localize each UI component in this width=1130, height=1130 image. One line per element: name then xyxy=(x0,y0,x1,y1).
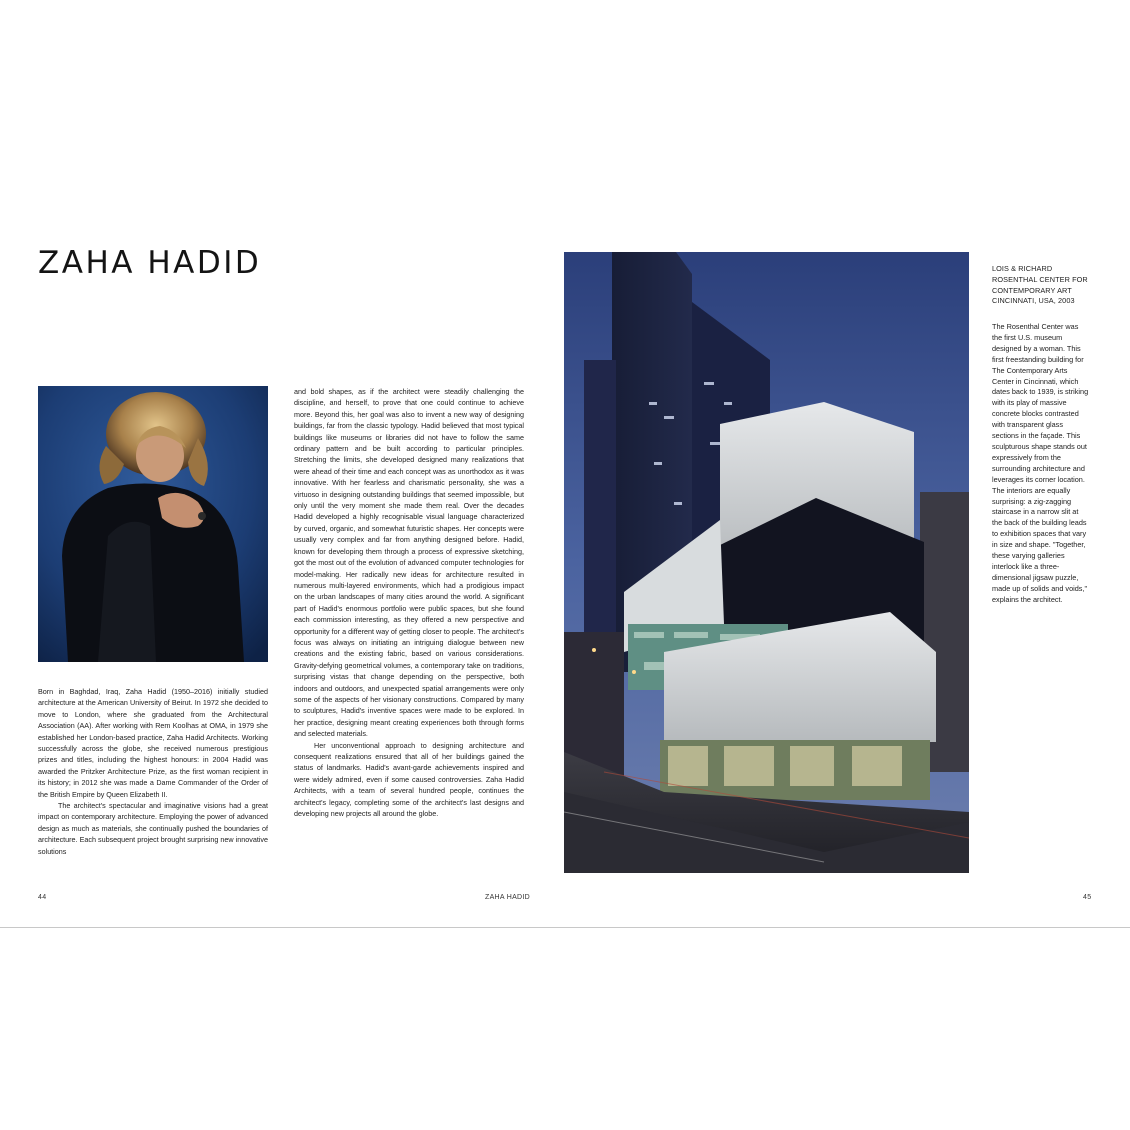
body-paragraph: Born in Baghdad, Iraq, Zaha Hadid (1950–2016) initially studied architecture at the American University of Beirut. In 1972 she decided to move to London, where she graduated from the Architectural Association (AA). After working with Rem Koolhas at OMA, in 1979 she established her London-based practice, Zaha Hadid Architects. Working successfully across the globe, she received numerous prestigious prizes and titles, including the highest honours: in 2004 Hadid was awarded the Pritzker Architecture Prize, as the first woman recipient in its history; in 2012 she was made a Dame Commander of the Order of the British Empire by Queen Elizabeth II. xyxy=(38,687,268,799)
page-number-right: 45 xyxy=(1083,894,1092,901)
caption-heading-line: CINCINNATI, USA, 2003 xyxy=(992,296,1075,306)
portrait-photo xyxy=(38,386,268,662)
body-paragraph: Her unconventional approach to designing architecture and consequent realizations ensured that all of her buildings gained the status of landmarks. Hadid's avant-garde achievements inspired and were widely admired, even if some caused controversies. Zaha Hadid Architects, with a team of several hundred people, continues the architect's legacy, completing some of the architect's last designs and developing new projects all around the globe. xyxy=(294,740,524,819)
page-number-left: 44 xyxy=(38,894,47,901)
caption-heading-line: ROSENTHAL CENTER FOR xyxy=(992,274,1088,284)
body-paragraph: The architect's spectacular and imaginative visions had a great impact on contemporary architecture. Employing the power of advanced design as much as materials, she continually pushed the boundaries of architecture. Each subsequent project brought surprising new innovative solutions xyxy=(38,801,268,856)
caption-body: The Rosenthal Center was the first U.S. museum designed by a woman. This first freestanding building for The Contemporary Arts Center in Cincinnati, which dates back to 1939, is striking with its play of massive concrete blocks contrasted with transparent glass sections in the façade. This sculpturous shape stands out expressively from the surrounding architecture and leverages its corner location. The interiors are equally surprising: a zig-zagging staircase in a narrow slit at the back of the building leads to exhibition spaces that vary in size and shape. "Together, these varying galleries interlock like a three-dimensional jigsaw puzzle, made up of solids and voids," explains the architect. xyxy=(992,322,1089,604)
body-column-right xyxy=(294,386,524,819)
running-head: ZAHA HADID xyxy=(485,894,531,901)
page-edge-divider xyxy=(0,927,1130,928)
building-photo xyxy=(564,252,969,873)
body-paragraph: and bold shapes, as if the architect were steadily challenging the discipline, and herself, to prove that one could continue to achieve more. Beyond this, her goal was also to invent a new way of designing buildings, far from the classic typology. Hadid believed that most typical buildings like museums or libraries did not have to follow the same ordinary pattern and be built according to particular principles. Stretching the limits, she developed designed many realizations that were ahead of their time and each concept was as unorthodox as it was innovative. With her fearless and charismatic personality, she was a virtuoso in designing outstanding buildings that seemed impossible, but only until the very moment she made them real. Over the decades Hadid developed a highly recognisable visual language characterized by curved, organic, and somewhat futuristic shapes. Her concepts were usually very complex and far from anything designed before. Hadid, known for developing them through a process of expressive sketching, got the most out of the evolution of advanced computer technologies for model-making. Her radically new ideas for architecture resulted in numerous multi-layered environments, which had a prodigious impact on the urban landscapes of many cities around the world. A significant part of Hadid's enormous portfolio were public spaces, but she found each commission interesting, as they offered a new perspective and opportunity for a different way of getting closer to people. The architect's focus was always on initiating an intriguing dialogue between new creations and the existing fabric, based on various considerations. Gravity-defying geometrical volumes, a contemporary take on traditions, surprising vistas that change depending on the perspective, both indoors and outdoors, and unexpected spatial arrangements were only some of the aspects of her visionary constructions. Compared by many to sculptures, Hadid's inventive spaces were made to be explored. In her practice, designing meant creating experiences both through forms and selected materials. xyxy=(294,387,524,739)
page-title: ZAHA HADID xyxy=(38,245,262,281)
caption-heading-line: LOIS & RICHARD xyxy=(992,264,1053,273)
body-column-left xyxy=(38,686,268,857)
caption-heading xyxy=(992,264,1092,307)
caption-heading-line: CONTEMPORARY ART xyxy=(992,285,1072,295)
